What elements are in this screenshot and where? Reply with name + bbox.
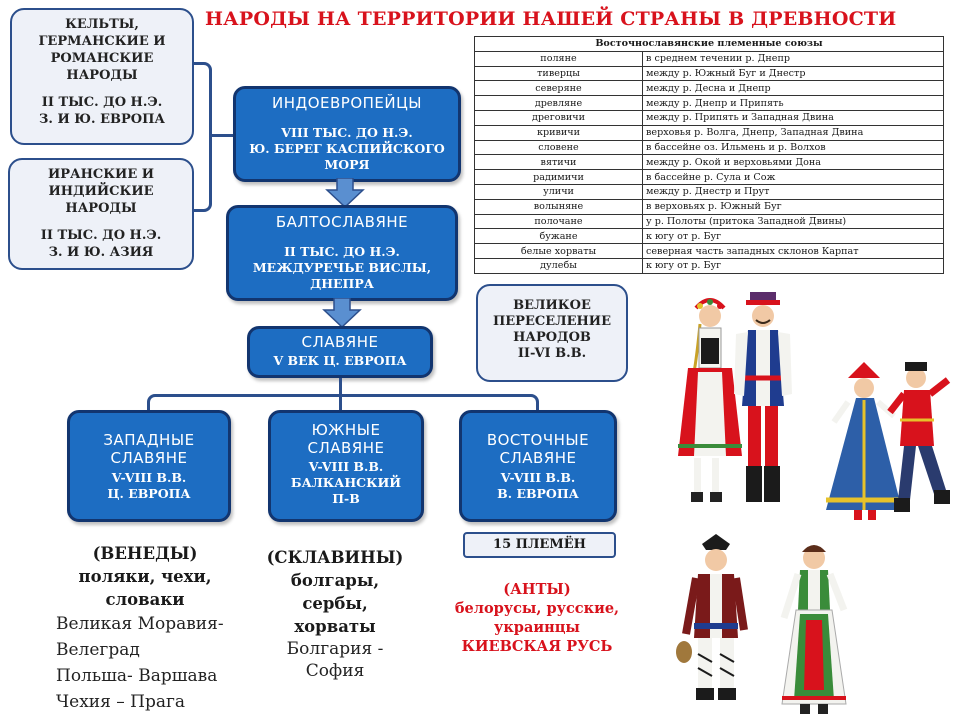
- table-row: тиверцы между р. Южный Буг и Днестр: [475, 66, 944, 81]
- south-place-1: БАЛКАНСКИЙ: [290, 475, 402, 490]
- south-place-1: Болгария -: [286, 639, 384, 659]
- indoeuropeans-place-2: МОРЯ: [324, 157, 370, 172]
- baltoslavs-box: [226, 205, 458, 301]
- iranian-name: ИРАНСКИЕ И ИНДИЙСКИЕ НАРОДЫ: [47, 167, 155, 216]
- slavs-time: V ВЕК Ц. ЕВРОПА: [273, 353, 407, 368]
- west-name-1: ЗАПАДНЫЕ: [103, 431, 195, 449]
- east-place: В. ЕВРОПА: [497, 486, 579, 501]
- balkan-woman-illustration: [770, 540, 860, 716]
- iranian-box: [8, 158, 194, 270]
- celts-name: КЕЛЬТЫ, ГЕРМАНСКИЕ И РОМАНСКИЕ НАРОДЫ: [38, 17, 166, 83]
- down-arrow-2: [322, 298, 362, 328]
- down-arrow-1: [325, 178, 365, 208]
- russian-couple-illustration: [818, 350, 958, 530]
- west-peoples-1: поляки, чехи,: [78, 567, 212, 586]
- celts-place: З. И Ю. ЕВРОПА: [39, 112, 165, 127]
- polish-couple-illustration: [666, 286, 826, 518]
- east-peoples-1: белорусы, русские,: [454, 600, 620, 617]
- baltoslavs-place-1: МЕЖДУРЕЧЬЕ ВИСЛЫ,: [252, 260, 432, 275]
- east-name-2: СЛАВЯНЕ: [499, 449, 577, 467]
- east-slavs-box: [459, 410, 617, 522]
- slavs-name: СЛАВЯНЕ: [301, 333, 379, 351]
- table-row: дреговичи между р. Припять и Западная Двина: [475, 110, 944, 125]
- west-place: Ц. ЕВРОПА: [107, 486, 191, 501]
- table-row: поляне в среднем течении р. Днепр: [475, 51, 944, 66]
- table-row: кривичи верховья р. Волга, Днепр, Западная Двина: [475, 125, 944, 140]
- table-row: бужане к югу от р. Буг: [475, 229, 944, 244]
- west-peoples-2: словаки: [105, 590, 185, 609]
- south-group: (СКЛАВИНЫ): [266, 548, 404, 567]
- east-time: V-VIII В.В.: [500, 470, 576, 485]
- table-row: вятичи между р. Окой и верховьями Дона: [475, 155, 944, 170]
- table-row: древляне между р. Днепр и Припять: [475, 96, 944, 111]
- south-name-2: СЛАВЯНЕ: [307, 439, 385, 457]
- tribal-unions-table: [474, 36, 944, 274]
- south-name-1: ЮЖНЫЕ: [311, 421, 381, 439]
- table-header-row: [475, 37, 944, 52]
- south-peoples-3: хорваты: [294, 617, 376, 636]
- tribes-count-box: 15 ПЛЕМЁН: [463, 532, 616, 558]
- west-place-4: Чехия – Прага: [56, 692, 186, 712]
- east-name-1: ВОСТОЧНЫЕ: [486, 431, 590, 449]
- indoeuropeans-place-1: Ю. БЕРЕГ КАСПИЙСКОГО: [249, 141, 445, 156]
- indoeuropeans-box: [233, 86, 461, 182]
- south-time: V-VIII В.В.: [308, 459, 384, 474]
- iranian-place: З. И Ю. АЗИЯ: [48, 245, 154, 260]
- indoeuropeans-time: VIII ТЫС. ДО Н.Э.: [281, 125, 413, 140]
- table-row: дулебы к югу от р. Буг: [475, 258, 944, 273]
- migration-box: ВЕЛИКОЕ ПЕРЕСЕЛЕНИЕ НАРОДОВ II-VI В.В.: [476, 284, 628, 382]
- celts-box: [10, 8, 194, 145]
- indoeuropeans-name: ИНДОЕВРОПЕЙЦЫ: [271, 94, 422, 112]
- west-place-1: Великая Моравия-: [56, 614, 224, 634]
- south-place-2: София: [305, 661, 365, 681]
- table-row: радимичи в бассейне р. Сула и Сож: [475, 170, 944, 185]
- table-row: белые хорваты северная часть западных склонов Карпат: [475, 244, 944, 259]
- west-list: [40, 542, 250, 715]
- table-row: волыняне в верховьях р. Южный Буг: [475, 199, 944, 214]
- baltoslavs-name: БАЛТОСЛАВЯНЕ: [275, 213, 409, 231]
- balkan-man-illustration: [676, 534, 756, 718]
- east-list: [452, 580, 622, 656]
- south-slavs-box: [268, 410, 424, 522]
- south-peoples-2: сербы,: [302, 594, 368, 613]
- table-row: северяне между р. Десна и Днепр: [475, 81, 944, 96]
- south-list: [255, 546, 415, 682]
- east-group: (АНТЫ): [503, 581, 571, 598]
- west-group: (ВЕНЕДЫ): [92, 544, 198, 563]
- page-title: НАРОДЫ НА ТЕРРИТОРИИ НАШЕЙ СТРАНЫ В ДРЕВНОСТИ: [205, 8, 897, 30]
- east-state: КИЕВСКАЯ РУСЬ: [461, 638, 613, 655]
- bracket-connector: [194, 62, 212, 212]
- table-row: уличи между р. Днестр и Прут: [475, 184, 944, 199]
- bracket-stem: [212, 134, 234, 137]
- south-peoples-1: болгары,: [290, 571, 380, 590]
- west-place-3: Польша- Варшава: [56, 666, 218, 686]
- west-place-2: Велеград: [56, 640, 140, 660]
- south-place-2: П-В: [332, 491, 360, 506]
- iranian-time: II ТЫС. ДО Н.Э.: [40, 228, 162, 243]
- west-slavs-box: [67, 410, 231, 522]
- celts-time: II ТЫС. ДО Н.Э.: [41, 95, 163, 110]
- table-row: полочане у р. Полоты (притока Западной Двины): [475, 214, 944, 229]
- table-header: Восточнославянские племенные союзы: [475, 37, 944, 52]
- table-row: словене в бассейне оз. Ильмень и р. Волхов: [475, 140, 944, 155]
- baltoslavs-time: II ТЫС. ДО Н.Э.: [284, 244, 400, 259]
- west-time: V-VIII В.В.: [111, 470, 187, 485]
- west-name-2: СЛАВЯНЕ: [110, 449, 188, 467]
- slavs-box: [247, 326, 433, 378]
- east-peoples-2: украинцы: [494, 619, 580, 636]
- baltoslavs-place-2: ДНЕПРА: [310, 276, 374, 291]
